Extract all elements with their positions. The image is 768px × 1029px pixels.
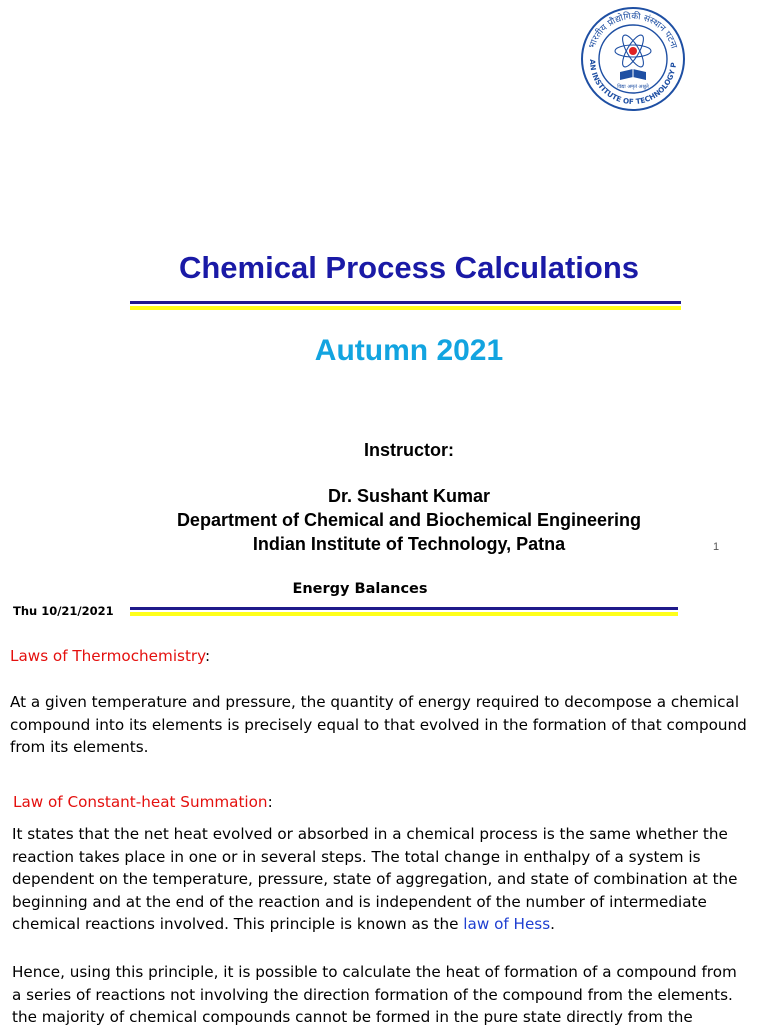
line-text: chemical reactions involved. This principle is known as the xyxy=(12,915,464,933)
term-label: Autumn 2021 xyxy=(314,334,504,367)
institute-name: Indian Institute of Technology, Patna xyxy=(252,534,566,554)
title-rule-blue xyxy=(130,301,681,304)
paragraph-line: reaction takes place in one or in several steps. The total change in enthalpy of a system is xyxy=(12,847,701,866)
slide-date: Thu 10/21/2021 xyxy=(13,604,114,618)
paragraph-line: compound into its elements is precisely equal to that evolved in the formation of that compound xyxy=(10,715,747,734)
page-number: 1 xyxy=(713,541,720,553)
section-heading-constant-heat xyxy=(13,791,273,814)
svg-text:विद्या अमृतं अश्नुते: विद्या अमृतं अश्नुते xyxy=(617,84,649,90)
line-period: . xyxy=(550,915,555,933)
paragraph-line: At a given temperature and pressure, the quantity of energy required to decompose a chemical xyxy=(10,693,740,711)
paragraph-thermochemistry xyxy=(10,691,747,759)
paragraph-line xyxy=(12,913,738,936)
paragraph-hess-application xyxy=(12,961,737,1029)
heading-text: Laws of Thermochemistry xyxy=(10,647,206,665)
svg-text:INDIAN INSTITUTE OF TECHNOLOGY: AN INSTITUTE OF TECHNOLOGY P xyxy=(587,59,678,107)
header-rule-yellow xyxy=(130,612,678,616)
header-rule-blue xyxy=(130,607,678,610)
paragraph-line: Hence, using this principle, it is possible to calculate the heat of formation of a compound from xyxy=(12,963,737,981)
heading-colon: : xyxy=(205,647,211,665)
paragraph-line: the majority of chemical compounds cannot be formed in the pure state directly from the xyxy=(12,1008,693,1026)
instructor-heading: Instructor: xyxy=(364,440,454,460)
instructor-name: Dr. Sushant Kumar xyxy=(327,486,491,506)
paragraph-line: It states that the net heat evolved or absorbed in a chemical process is the same whether the xyxy=(12,825,728,843)
paragraph-line: a series of reactions not involving the direction formation of the compound from the elements. xyxy=(12,985,733,1004)
title-rule-yellow xyxy=(130,306,681,310)
heading-text: Law of Constant-heat Summation xyxy=(13,793,268,811)
paragraph-constant-heat xyxy=(12,823,738,936)
department-name: Department of Chemical and Biochemical Engineering xyxy=(176,510,642,530)
paragraph-line: beginning and at the end of the reaction and is independent of the number of intermediate xyxy=(12,892,707,911)
paragraph-line: from its elements. xyxy=(10,738,149,756)
slide-title: Energy Balances xyxy=(292,581,428,597)
law-of-hess-link[interactable]: law of Hess xyxy=(463,915,551,933)
heading-colon: : xyxy=(267,793,273,811)
section-heading-thermochemistry xyxy=(10,645,210,668)
course-title: Chemical Process Calculations xyxy=(178,250,640,285)
svg-text:भारतीय प्रौद्योगिकी संस्थान पट: भारतीय प्रौद्योगिकी संस्थान पटना xyxy=(587,11,679,51)
iit-patna-logo xyxy=(580,6,686,112)
paragraph-line: dependent on the temperature, pressure, state of aggregation, and state of combination at the xyxy=(12,870,738,888)
